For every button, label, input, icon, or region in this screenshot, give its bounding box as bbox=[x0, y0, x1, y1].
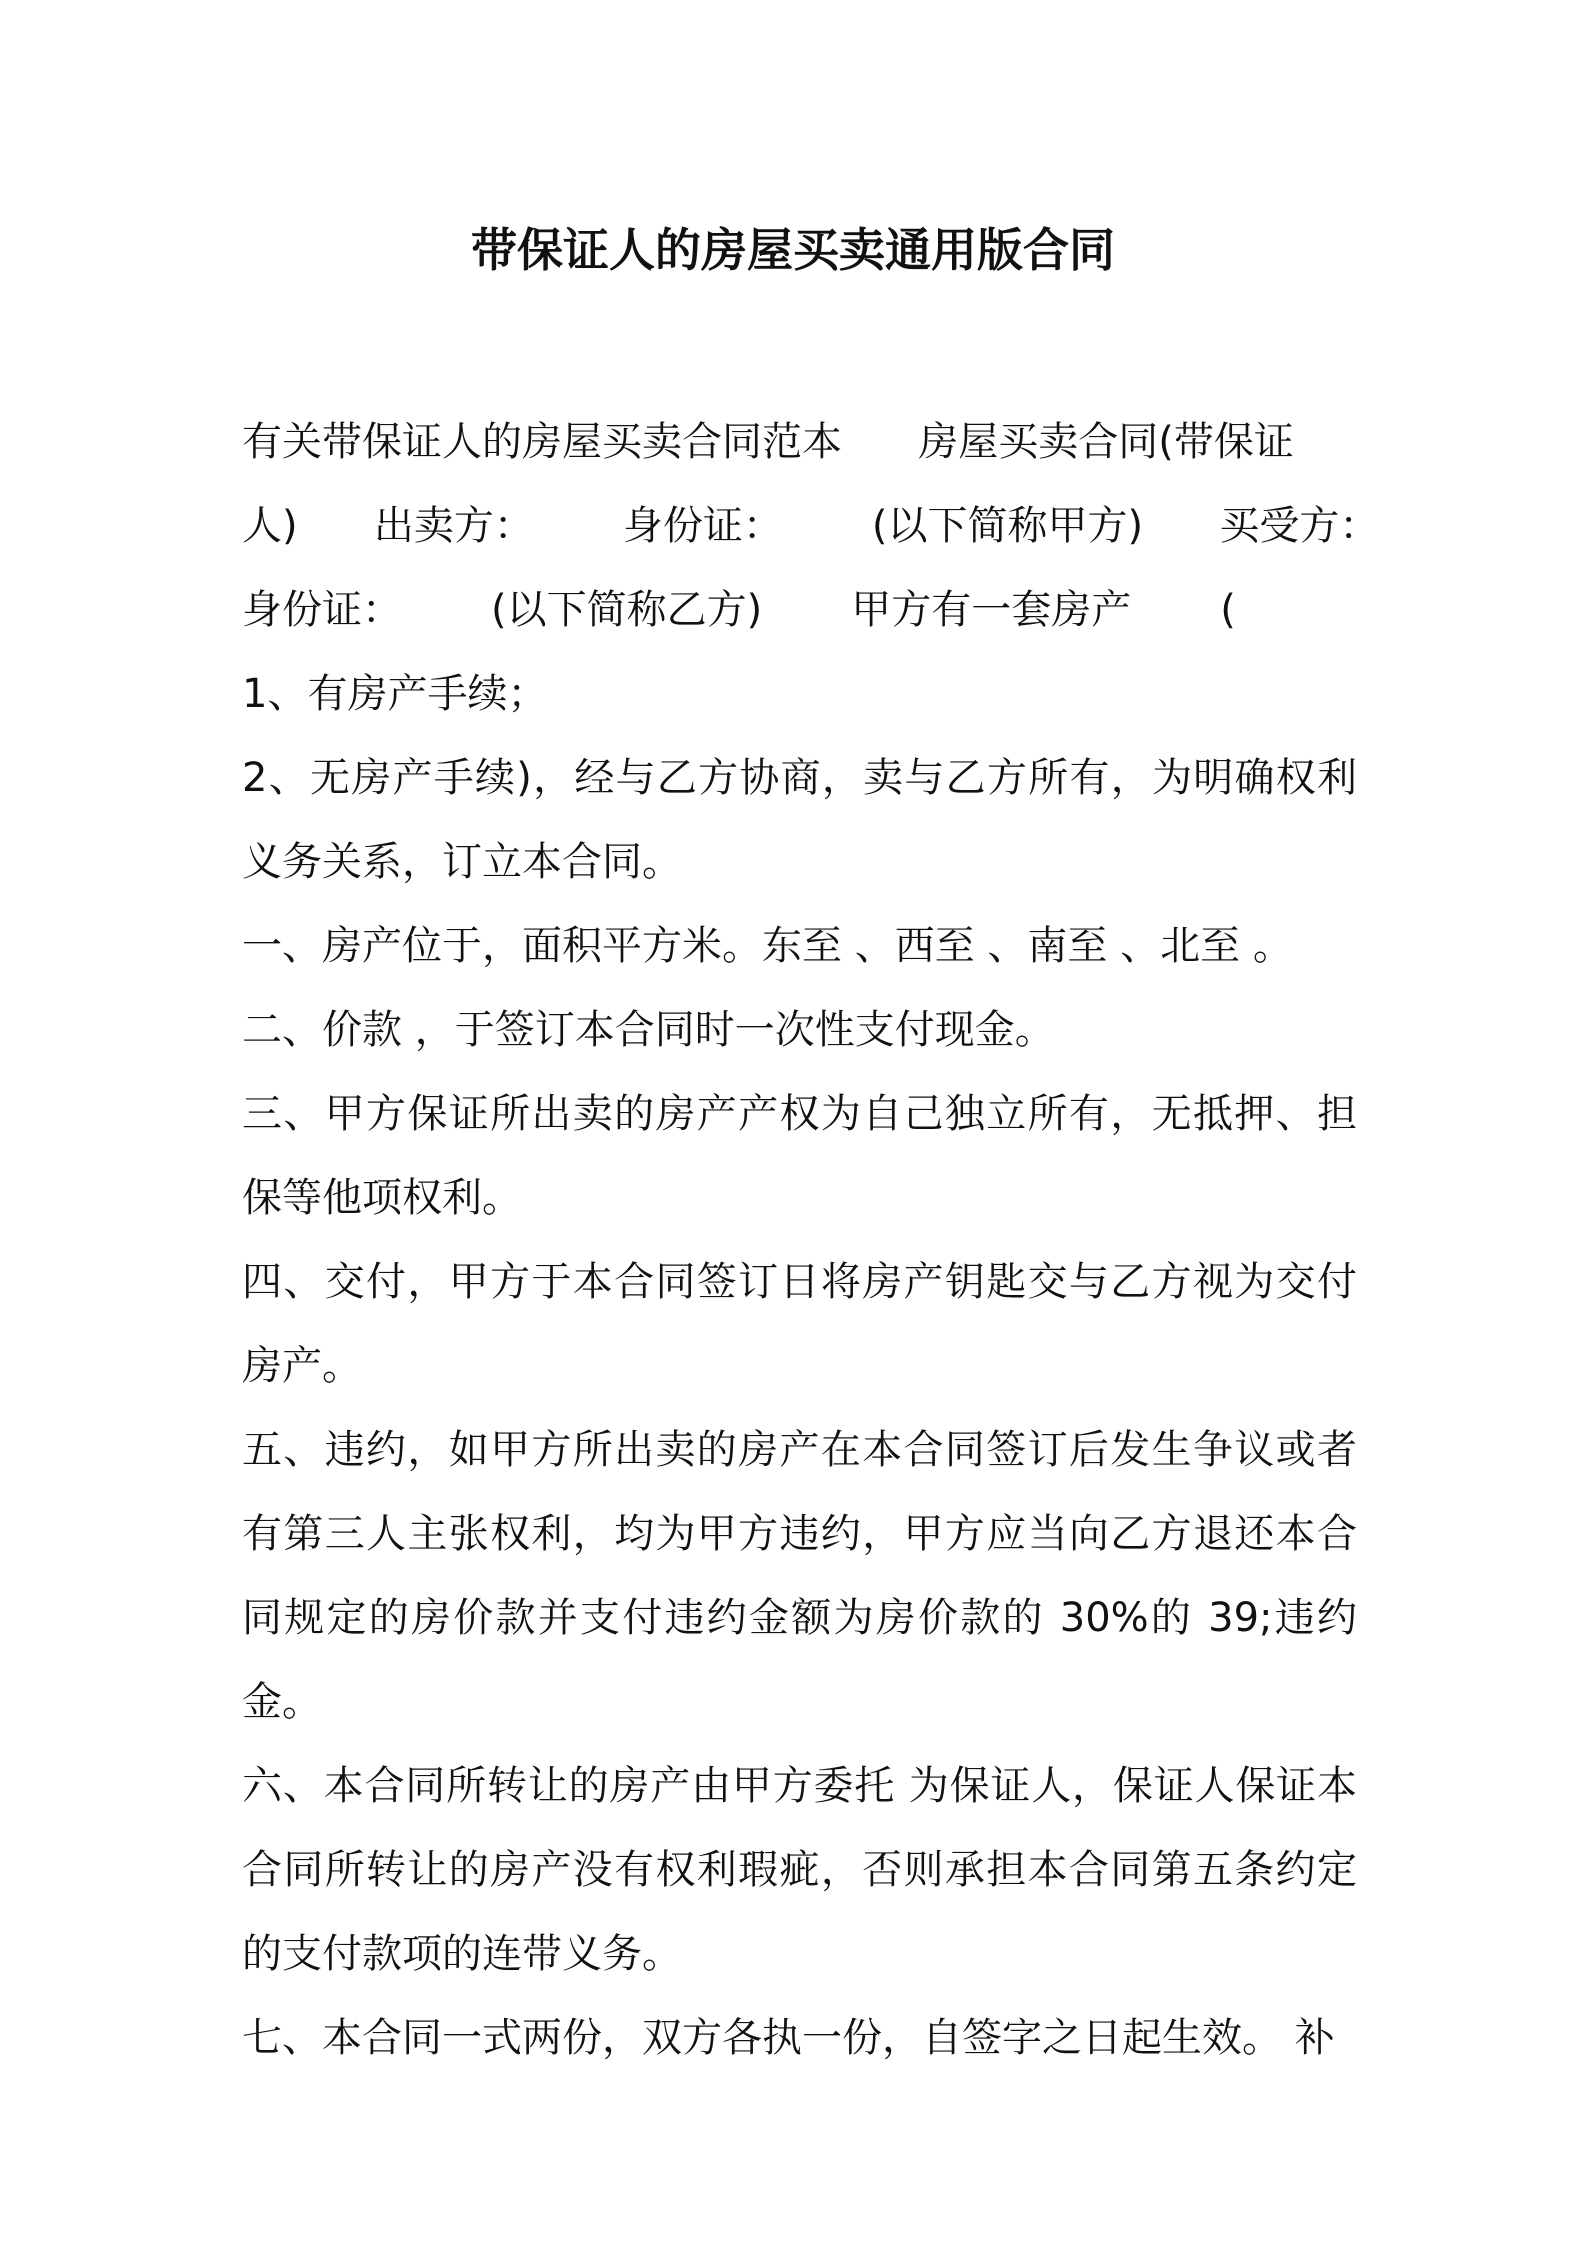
clause-no-property-papers: 2、无房产手续)，经与乙方协商，卖与乙方所有，为明确权利义务关系，订立本合同。 bbox=[242, 755, 1357, 885]
clause-has-property-papers: 1、有房产手续； bbox=[242, 671, 548, 717]
clause-6-guarantor: 六、本合同所转让的房产由甲方委托 为保证人，保证人保证本合同所转让的房产没有权利瑕疵，否则承担本合同第五条约定的支付款项的连带义务。 bbox=[242, 1763, 1357, 1977]
clause-2-price: 二、价款 ，于签订本合同时一次性支付现金。 bbox=[242, 1007, 1055, 1053]
clause-4-delivery: 四、交付，甲方于本合同签订日将房产钥匙交与乙方视为交付房产。 bbox=[242, 1259, 1357, 1389]
document-title: 带保证人的房屋买卖通用版合同 bbox=[471, 223, 1115, 277]
intro-line-3: 身份证： (以下简称乙方) 甲方有一套房产 ( bbox=[242, 587, 1236, 633]
clause-5-breach: 五、违约，如甲方所出卖的房产在本合同签订后发生争议或者有第三人主张权利，均为甲方违约，甲方应当向乙方退还本合同规定的房价款并支付违约金额为房价款的 30%的 39;违约金。 bbox=[242, 1427, 1357, 1725]
clause-3-ownership: 三、甲方保证所出卖的房产产权为自己独立所有，无抵押、担保等他项权利。 bbox=[242, 1091, 1357, 1221]
intro-line-1: 有关带保证人的房屋买卖合同范本 房屋买卖合同(带保证 bbox=[242, 419, 1294, 465]
clause-1-location: 一、房产位于，面积平方米。东至 、西至 、南至 、北至 。 bbox=[242, 923, 1293, 969]
document-body bbox=[242, 400, 1380, 2080]
clause-7-copies: 七、本合同一式两份，双方各执一份，自签字之日起生效。 补 bbox=[242, 2015, 1335, 2061]
intro-line-2: 人) 出卖方： 身份证： (以下简称甲方) 买受方： bbox=[242, 503, 1380, 549]
